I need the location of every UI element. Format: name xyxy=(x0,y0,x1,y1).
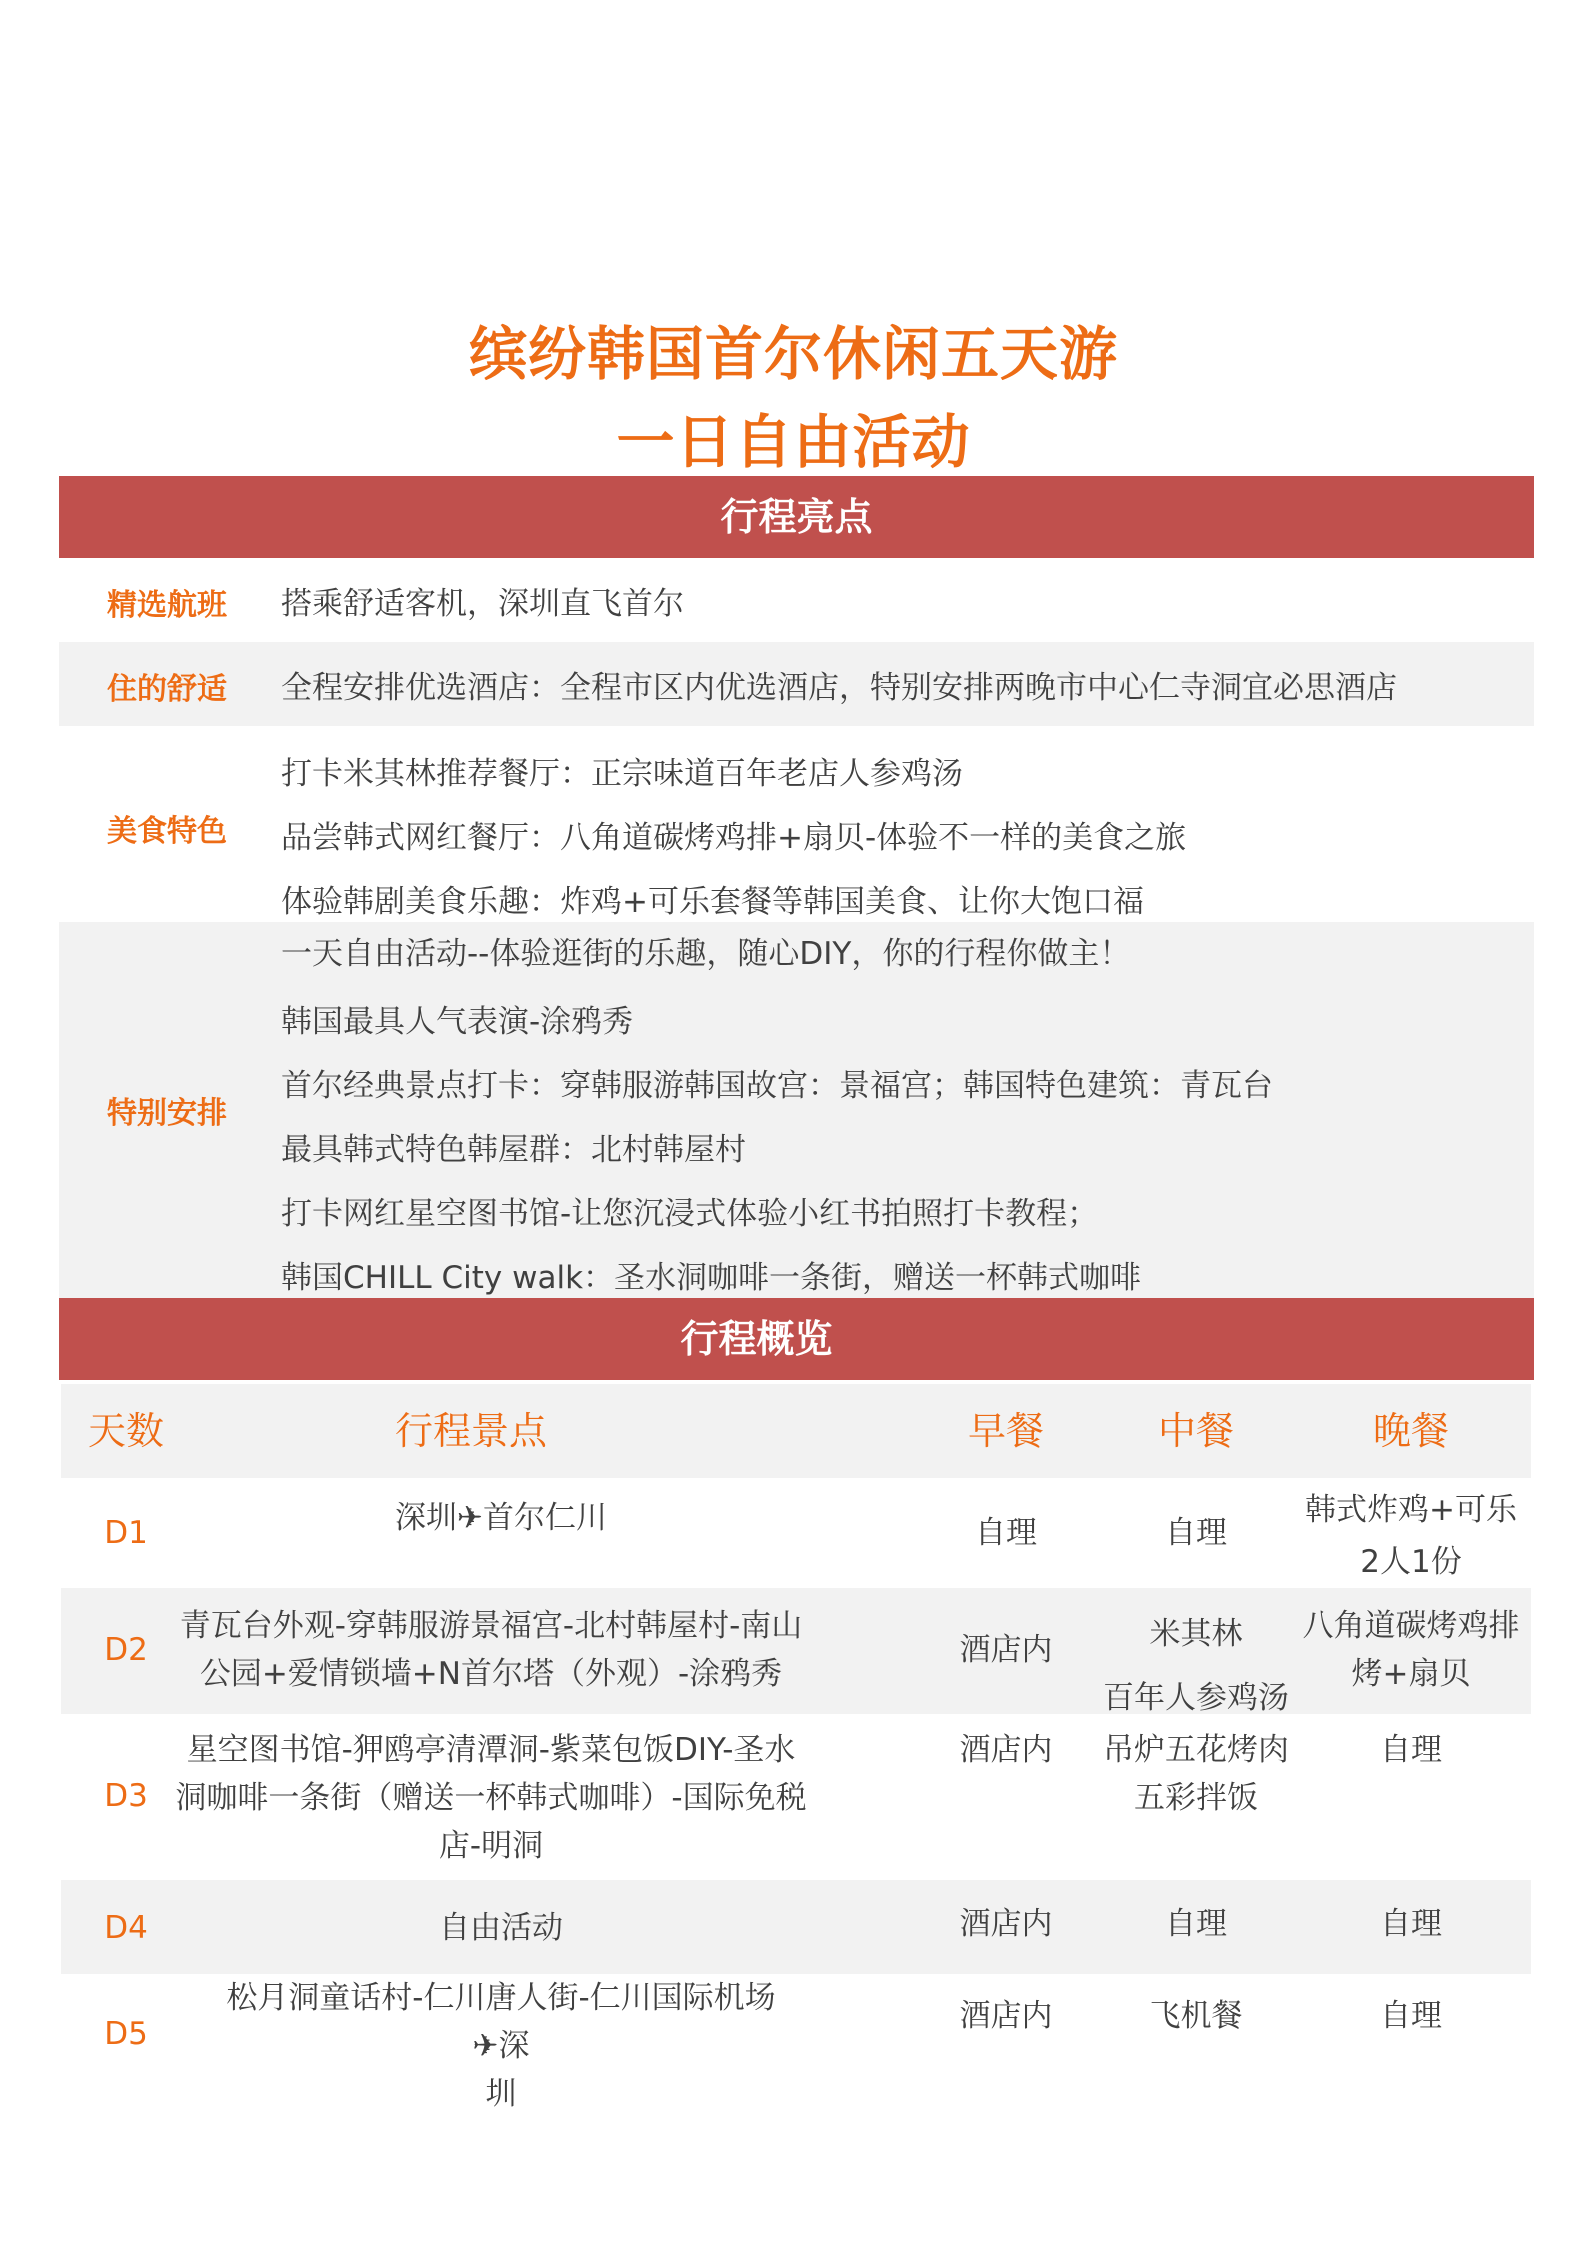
highlight-row-flight xyxy=(59,558,1534,642)
route-cell xyxy=(171,1602,811,1698)
column-header-day: 天数 xyxy=(87,1409,164,1453)
highlight-text: 品尝韩式网红餐厅：八角道碳烤鸡排+扇贝-体验不一样的美食之旅 xyxy=(281,820,1187,856)
table-row xyxy=(61,1714,1531,1880)
highlight-text: 全程安排优选酒店：全程市区内优选酒店，特别安排两晚市中心仁寺洞宜必思酒店 xyxy=(281,670,1397,706)
lunch-cell xyxy=(1101,1900,1291,1948)
breakfast-cell: 酒店内 xyxy=(959,1906,1053,1942)
route-line: 松月洞童话村-仁川唐人街-仁川国际机场✈深 xyxy=(226,1980,776,2064)
day-cell: D3 xyxy=(104,1778,148,1814)
lunch-cell xyxy=(1101,1992,1291,2040)
day-cell: D1 xyxy=(104,1515,148,1551)
lunch-line: 米其林 xyxy=(1149,1616,1243,1652)
breakfast-cell: 酒店内 xyxy=(959,1732,1053,1768)
route-line: 公园+爱情锁墙+N首尔塔（外观）-涂鸦秀 xyxy=(199,1656,783,1692)
dinner-line: 2人1份 xyxy=(1360,1544,1462,1580)
table-row xyxy=(61,1880,1531,1974)
overview-header-text: 行程概览 xyxy=(680,1317,833,1361)
page-title: 缤纷韩国首尔休闲五天游 xyxy=(468,320,1118,388)
dinner-line: 自理 xyxy=(1380,1732,1442,1768)
column-header-breakfast: 早餐 xyxy=(967,1409,1044,1453)
breakfast-cell: 酒店内 xyxy=(959,1632,1053,1668)
route-line: 店-明洞 xyxy=(438,1828,544,1864)
route-cell xyxy=(221,1904,781,1952)
dinner-cell xyxy=(1291,1602,1531,1698)
breakfast-cell: 自理 xyxy=(975,1515,1037,1551)
day-cell: D2 xyxy=(104,1632,148,1668)
breakfast-cell: 酒店内 xyxy=(959,1998,1053,2034)
route-line: 星空图书馆-狎鸥亭清潭洞-紫菜包饭DIY-圣水 xyxy=(186,1732,796,1768)
day-cell: D5 xyxy=(104,2016,148,2052)
route-line: 深圳✈首尔仁川 xyxy=(395,1500,607,1536)
dinner-line: 八角道碳烤鸡排 xyxy=(1302,1608,1520,1644)
table-header xyxy=(61,1384,1531,1478)
highlight-row-special xyxy=(59,922,1534,1298)
route-line: 洞咖啡一条街（赠送一杯韩式咖啡）-国际免税 xyxy=(175,1780,807,1816)
dinner-line: 韩式炸鸡+可乐 xyxy=(1305,1492,1517,1528)
lunch-line: 吊炉五花烤肉 xyxy=(1103,1732,1289,1768)
lunch-line: 五彩拌饭 xyxy=(1134,1780,1258,1816)
highlight-label: 特别安排 xyxy=(107,1096,227,1131)
highlight-text: 打卡网红星空图书馆-让您沉浸式体验小红书拍照打卡教程； xyxy=(281,1196,1099,1232)
route-line: 青瓦台外观-穿韩服游景福宫-北村韩屋村-南山 xyxy=(179,1608,803,1644)
table-row xyxy=(61,1588,1531,1714)
highlights-header xyxy=(59,476,1534,558)
highlight-text: 韩国CHILL City walk：圣水洞咖啡一条街，赠送一杯韩式咖啡 xyxy=(281,1260,1142,1296)
lunch-cell xyxy=(1101,1509,1291,1557)
route-cell xyxy=(171,1726,811,1870)
highlight-text: 最具韩式特色韩屋群：北村韩屋村 xyxy=(281,1132,746,1168)
highlight-text: 打卡米其林推荐餐厅：正宗味道百年老店人参鸡汤 xyxy=(281,756,963,792)
dinner-line: 自理 xyxy=(1380,1998,1442,2034)
highlight-row-hotel xyxy=(59,642,1534,726)
lunch-line: 飞机餐 xyxy=(1149,1998,1243,2034)
lunch-line: 自理 xyxy=(1165,1515,1227,1551)
highlight-text: 体验韩剧美食乐趣：炸鸡+可乐套餐等韩国美食、让你大饱口福 xyxy=(281,884,1144,920)
column-header-dinner: 晚餐 xyxy=(1372,1409,1449,1453)
dinner-cell xyxy=(1291,1484,1531,1588)
overview-header xyxy=(59,1298,1534,1380)
dinner-line: 烤+扇贝 xyxy=(1351,1656,1471,1692)
table-row xyxy=(61,1974,1531,2112)
lunch-line: 自理 xyxy=(1165,1906,1227,1942)
route-cell xyxy=(221,1494,781,1542)
dinner-cell xyxy=(1291,1726,1531,1774)
highlight-label: 美食特色 xyxy=(107,814,227,849)
dinner-cell xyxy=(1291,1900,1531,1948)
page-subtitle: 一日自由活动 xyxy=(616,408,971,476)
column-header-route: 行程景点 xyxy=(394,1409,547,1453)
table-row xyxy=(61,1478,1531,1588)
dinner-cell xyxy=(1291,1992,1531,2040)
day-cell: D4 xyxy=(104,1910,148,1946)
lunch-cell xyxy=(1091,1726,1301,1822)
highlight-label: 住的舒适 xyxy=(107,672,227,707)
route-line: 圳 xyxy=(485,2076,517,2112)
dinner-line: 自理 xyxy=(1380,1906,1442,1942)
highlight-label: 精选航班 xyxy=(107,588,227,623)
highlight-text: 一天自由活动--体验逛街的乐趣，随心DIY，你的行程你做主！ xyxy=(281,936,1131,972)
route-line: 自由活动 xyxy=(439,1910,563,1946)
highlight-text: 首尔经典景点打卡：穿韩服游韩国故宫：景福宫；韩国特色建筑：青瓦台 xyxy=(281,1068,1273,1104)
highlight-text: 搭乘舒适客机，深圳直飞首尔 xyxy=(281,586,684,622)
route-cell xyxy=(221,1974,781,2118)
highlights-header-text: 行程亮点 xyxy=(720,495,873,539)
highlight-text: 韩国最具人气表演-涂鸦秀 xyxy=(281,1004,634,1040)
lunch-line: 百年人参鸡汤 xyxy=(1103,1680,1289,1716)
lunch-cell xyxy=(1091,1602,1301,1730)
column-header-lunch: 中餐 xyxy=(1157,1409,1234,1453)
highlight-row-food xyxy=(59,726,1534,922)
